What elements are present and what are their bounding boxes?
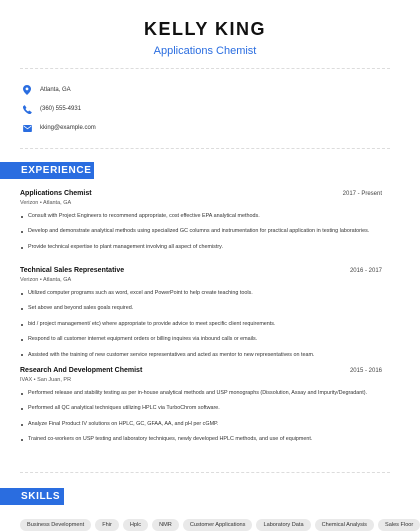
bullet-item: Performed release and stability testing as per in-house analytical methods and USP monographs (Dissolution, Assay and Impurity/Degradant). [20,390,382,397]
email-text[interactable]: kking@example.com [40,125,96,131]
skill-chip: Business Development [20,519,91,531]
job-bullets [20,290,382,359]
location-pin-icon [22,85,32,95]
bullet-item: Performed all QC analytical techniques utilizing HPLC via TurboChrom software. [20,405,382,412]
contact-email [22,122,96,134]
job-company: Verizon • Atlanta, GA [20,277,72,283]
skills-heading: SKILLS [0,488,64,505]
bullet-item: Assisted with the training of new customer service representatives and acted as mentor to new representatives on team. [20,352,382,359]
job-dates: 2017 - Present [342,191,382,197]
experience-heading: EXPERIENCE [0,162,94,179]
skill-chip: Fhir [95,519,119,531]
skill-chip: Customer Applications [183,519,253,531]
bullet-item: Consult with Project Engineers to recommend appropriate, cost effective EPA analytical methods. [20,213,382,220]
skill-chip: Laboratory Data [256,519,310,531]
job-title: Technical Sales Representative [20,267,125,274]
contact-phone [22,103,96,115]
phone-icon [22,104,32,114]
job-dates: 2016 - 2017 [349,268,382,274]
email-icon [22,123,32,133]
bullet-item: Analyze Final Product IV solutions on HPLC, GC, GFAA, AA, and pH per cGMP. [20,421,382,428]
job-title: Applications Chemist [20,190,92,197]
bullet-item: Set above and beyond sales goals required. [20,305,382,312]
bullet-item: Develop and demonstrate analytical methods using specialized GC columns and instrumentation for practical application in testing laboratories. [20,228,382,235]
bullet-item: Provide technical expertise to plant management involving all aspect of chemistry. [20,244,382,251]
skill-chip: Hplc [123,519,148,531]
job-entry [20,367,382,452]
divider [20,148,390,149]
job-company: IVAX • San Juan, PR [20,377,72,383]
location-text: Atlanta, GA [40,87,71,93]
job-title: Research And Development Chemist [20,367,143,374]
job-company: Verizon • Atlanta, GA [20,200,72,206]
skills-list [20,519,414,531]
job-entry [20,267,382,367]
bullet-item: Respond to all customer internet equipment orders or billing inquires via inbound calls or emails. [20,336,382,343]
phone-text: (360) 555-4931 [40,106,82,112]
skill-chip: Sales Floor [378,519,420,531]
bullet-item: bid / project management/ etc) where appropriate to provide advice to meet specific client requirements. [20,321,382,328]
contact-location [22,84,96,96]
bullet-item: Utilized computer programs such as word, excel and PowerPoint to help create teaching tools. [20,290,382,297]
divider [20,472,390,473]
candidate-name: KELLY KING [143,19,267,39]
candidate-title: Applications Chemist [153,45,257,57]
skill-chip: NMR [152,519,179,531]
bullet-item: Trained co-workers on USP testing and laboratory techniques, newly developed HPLC methods, and use of equipment. [20,436,382,443]
job-entry [20,190,382,259]
job-bullets [20,390,382,444]
contact-info [22,84,96,141]
job-bullets [20,213,382,251]
resume-header [0,0,410,58]
job-dates: 2015 - 2016 [349,368,382,374]
divider [20,68,390,69]
skill-chip: Chemical Analysis [315,519,374,531]
